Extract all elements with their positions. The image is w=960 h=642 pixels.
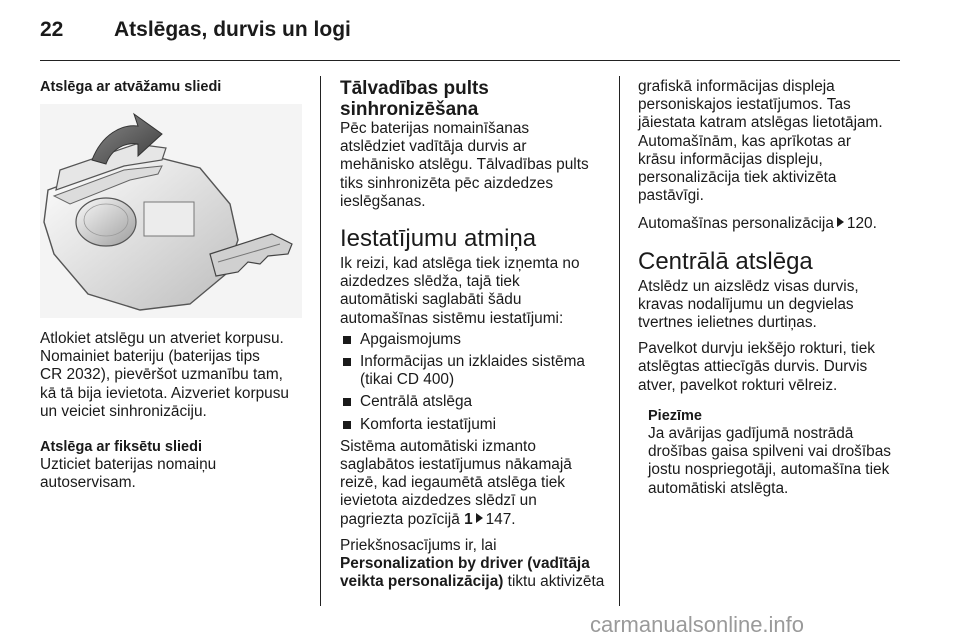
text-line: pagriezta pozīcijā (340, 510, 465, 528)
bullet-square-icon (343, 398, 351, 406)
heading-central-locking: Centrālā atslēga (638, 247, 813, 275)
text-line: automašīnas sistēmu iestatījumi: (340, 309, 564, 327)
precondition-para (340, 537, 608, 592)
text-line: jostu nospriegotāji, automašīna tiek (648, 461, 890, 479)
text-line: automātiski atslēgta. (648, 479, 789, 497)
text-line: jāiestata katram atslēgas lietotājam. (638, 114, 883, 132)
text-line: tiks sinhronizēta pēc aizdedzes (340, 174, 554, 192)
text-line: pastāvīgi. (638, 187, 704, 205)
column-divider-1 (320, 76, 321, 606)
text-line: un veiciet sinhronizāciju. (40, 402, 207, 420)
text-line: tiktu aktivizēta (503, 573, 605, 591)
text-line: Pēc baterijas nomainīšanas (340, 120, 530, 137)
text-line: Priekšnosacījums ir, lai (340, 536, 497, 554)
list-item (340, 416, 608, 434)
note-title: Piezīme (648, 407, 702, 424)
text-line: automātiski saglabāti šādu (340, 291, 522, 309)
list-item (340, 331, 608, 349)
auto-apply-para (340, 438, 608, 529)
text-line: atver, pavelkot rokturi vēlreiz. (638, 376, 838, 394)
bullet-square-icon (343, 336, 351, 344)
page-reference[interactable]: 147. (485, 510, 516, 528)
text-line: ievietota aizdedzes slēdzī un (340, 492, 537, 510)
text-line: Automašīnas personalizācija (638, 215, 834, 233)
central-locking-para (638, 278, 906, 333)
display-settings-para (638, 78, 906, 205)
text-line: Uzticiet baterijas nomaiņu (40, 456, 217, 474)
list-item (340, 393, 608, 411)
heading-line: Tālvadības pults (340, 78, 489, 99)
text-line: Nomainiet bateriju (baterijas tips (40, 348, 260, 366)
list-item-text: (tikai CD 400) (360, 371, 455, 389)
subhead-fixed-key: Atslēga ar fiksētu sliedi (40, 439, 202, 456)
text-line: aizdedzes slēdža, tajā tiek (340, 273, 520, 291)
note-text (648, 425, 906, 498)
key-battery-illustration-svg (40, 104, 302, 318)
header-divider (40, 60, 900, 61)
text-line: Automašīnām, kas aprīkotas ar (638, 132, 851, 150)
battery-replacement-para (40, 330, 308, 421)
list-item (340, 353, 608, 389)
text-line: atslēgtas attiecīgās durvis. Durvis (638, 358, 868, 376)
text-line: CR 2032), pievēršot uzmanību tam, (40, 366, 283, 384)
page-reference-arrow-icon (476, 513, 483, 523)
list-item-text: Apgaismojums (360, 330, 461, 348)
text-line: Sistēma automātiski izmanto (340, 437, 536, 455)
text-line: tvertnes ielietnes durtiņas. (638, 314, 817, 332)
personalization-reference (638, 215, 906, 233)
subhead-flip-key: Atslēga ar atvāžamu sliedi (40, 79, 222, 95)
text-line: drošības gaisa spilveni vai drošības (648, 443, 891, 461)
text-line: Ik reizi, kad atslēga tiek izņemta no (340, 255, 580, 273)
heading-settings-memory: Iestatījumu atmiņa (340, 225, 537, 253)
remote-sync-para (340, 120, 608, 211)
note-box (638, 407, 906, 498)
column-divider-2 (619, 76, 620, 606)
menu-setting-name: Personalization by driver (vadītāja (340, 555, 590, 573)
text-line: reizē, kad iegaumētā atslēga tiek (340, 474, 566, 492)
text-line: Ja avārijas gadījumā nostrādā (648, 425, 854, 443)
ignition-position: 1 (464, 510, 473, 528)
key-battery-illustration (40, 104, 302, 318)
text-line: ieslēgšanas. (340, 192, 426, 210)
column-3 (638, 78, 906, 498)
settings-memory-para (340, 255, 608, 328)
page-reference[interactable]: 120. (846, 215, 877, 233)
text-line: personalizācija tiek aktivizēta (638, 169, 837, 187)
column-2 (340, 78, 608, 591)
column-1 (40, 78, 308, 96)
page-number: 22 (40, 18, 64, 41)
text-line: saglabātos iestatījumus nākamajā (340, 456, 572, 474)
text-line: Pavelkot durvju iekšējo rokturi, tiek (638, 340, 875, 358)
text-line: atslēdziet vadītāja durvis ar (340, 138, 527, 156)
text-line: grafiskā informācijas displeja (638, 78, 835, 95)
text-line: autoservisam. (40, 474, 136, 492)
text-line: kā tā bija ievietota. Aizveriet korpusu (40, 384, 289, 402)
heading-remote-sync (340, 78, 608, 120)
heading-line: sinhronizēšana (340, 99, 479, 120)
text-line: krāsu informācijas displeju, (638, 150, 823, 168)
text-line: Atslēdz un aizslēdz visas durvis, (638, 277, 859, 295)
door-handle-para (638, 340, 906, 395)
page-reference-arrow-icon (837, 217, 844, 227)
fixed-key-para (40, 456, 308, 492)
text-line: Atlokiet atslēgu un atveriet korpusu. (40, 330, 284, 347)
text-line: kravas nodalījumu un degvielas (638, 295, 854, 313)
text-line: mehānisko atslēgu. Tālvadības pults (340, 156, 589, 174)
menu-setting-name: veikta personalizācija) (340, 573, 504, 591)
list-item-text: Informācijas un izklaides sistēma (360, 353, 585, 371)
list-item-text: Centrālā atslēga (360, 393, 473, 411)
bullet-square-icon (343, 421, 351, 429)
column-1-text (40, 330, 308, 493)
list-item-text: Komforta iestatījumi (360, 415, 496, 433)
text-line: personiskajos iestatījumos. Tas (638, 96, 851, 114)
settings-bullet-list (340, 331, 608, 434)
bullet-square-icon (343, 358, 351, 366)
watermark: carmanualsonline.info (590, 612, 805, 637)
page-title: Atslēgas, durvis un logi (114, 18, 351, 41)
